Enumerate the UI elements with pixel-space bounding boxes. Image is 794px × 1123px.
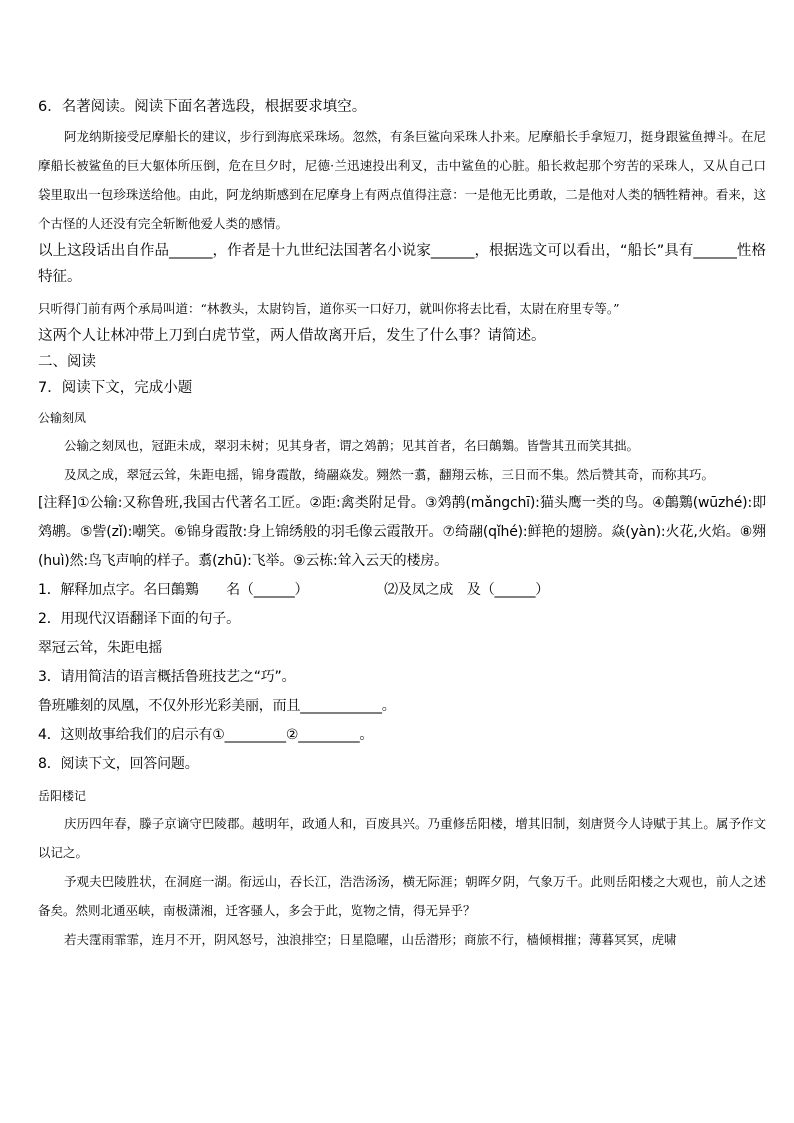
q6-excerpt-water-margin: 只听得门前有两个承局叫道：“林教头，太尉钧旨，道你买一口好刀，就叫你将去比看，太尉在府里专等。” — [38, 301, 620, 316]
section-heading-reading: 二、阅读 — [38, 354, 96, 370]
q7-passage-para-2: 及凤之成，翠冠云耸，朱距电摇，锦身霞散，绮翮焱发。翙然一翥，翻翔云栋，三日而不集。然后赞其奇，而称其巧。 — [64, 467, 715, 482]
q8-heading: 8．阅读下文，回答问题。 — [38, 756, 199, 772]
q7-sub-1: 1．解释加点字。名曰䴅䴆 名（______） ⑵及凤之成 及（______） — [38, 582, 550, 598]
q6-excerpt-20000-leagues: 阿龙纳斯接受尼摩船长的建议，步行到海底采珠场。忽然，有条巨鲨向采珠人扑来。尼摩船长手拿短刀，挺身跟鲨鱼搏斗。在尼摩船长被鲨鱼的巨大躯体所压倒，危在旦夕时，尼德·兰迅速投出利叉，击中鲨鱼的心脏。船长救起那个穷苦的采珠人，又从自己口袋里取出一包珍珠送给他。由此，阿龙纳斯感到在尼摩身上有两点值得注意：一是他无比勇敢，二是他对人类的牺牲精神。看来，这个古怪的人还没有完全斩断他爱人类的感情。 — [38, 129, 766, 231]
q8-passage-title: 岳阳楼记 — [38, 789, 87, 803]
q7-passage-para-1: 公输之刻凤也，冠距未成，翠羽未树；见其身者，谓之䴔䴖；见其首者，名曰䴅䴆。皆訾其丑而笑其拙。 — [64, 438, 640, 453]
document-page — [38, 96, 766, 954]
q8-passage-para-2: 予观夫巴陵胜状，在洞庭一湖。衔远山，吞长江，浩浩汤汤，横无际涯；朝晖夕阴，气象万千。此则岳阳楼之大观也，前人之述备矣。然则北通巫峡，南极潇湘，迁客骚人，多会于此，览物之情，得无异乎？ — [38, 874, 766, 918]
q8-passage-para-1: 庆历四年春，滕子京谪守巴陵郡。越明年，政通人和，百废具兴。乃重修岳阳楼，增其旧制，刻唐贤今人诗赋于其上。属予作文以记之。 — [38, 816, 766, 860]
q8-passage-para-3: 若夫霪雨霏霏，连月不开，阴风怒号，浊浪排空；日星隐曜，山岳潜形；商旅不行，樯倾楫摧；薄暮冥冥，虎啸 — [64, 932, 677, 947]
q7-sub-3: 3．请用简洁的语言概括鲁班技艺之“巧”。 — [38, 669, 296, 685]
q7-sub-3-answer: 鲁班雕刻的凤凰，不仅外形光彩美丽，而且____________。 — [38, 698, 396, 714]
q7-annotation: [注释]①公输:又称鲁班,我国古代著名工匠。②距:禽类附足骨。③䴔䴖(mǎngchī):猫头鹰一类的鸟。④䴅䴆(wūzhé):即䴔鹕。⑤訾(zǐ):嘲笑。⑥锦身霞散:身上锦绣般的羽毛像云霞散开。⑦绮翮(qǐhé):鲜艳的翅膀。焱(yàn):火花,火焰。⑧翙(huì)然:鸟飞声响的样子。翥(zhū):飞举。⑨云栋:耸入云天的楼房。 — [38, 495, 766, 569]
q7-sub-4: 4．这则故事给我们的启示有①_________②_________。 — [38, 727, 374, 743]
q7-passage-title: 公输刻凤 — [38, 411, 87, 425]
q6-question-1: 以上这段话出自作品______，作者是十九世纪法国著名小说家______，根据选文可以看出，“船长”具有______性格特征。 — [38, 243, 766, 285]
q6-question-2: 这两个人让林冲带上刀到白虎节堂，两人借故离开后，发生了什么事？请简述。 — [38, 328, 546, 344]
q7-heading: 7．阅读下文，完成小题 — [38, 380, 193, 396]
q6-heading: 6．名著阅读。阅读下面名著选段，根据要求填空。 — [38, 99, 367, 115]
q7-sub-2-sentence: 翠冠云耸，朱距电摇 — [38, 640, 163, 656]
q7-sub-2: 2．用现代汉语翻译下面的句子。 — [38, 611, 240, 627]
